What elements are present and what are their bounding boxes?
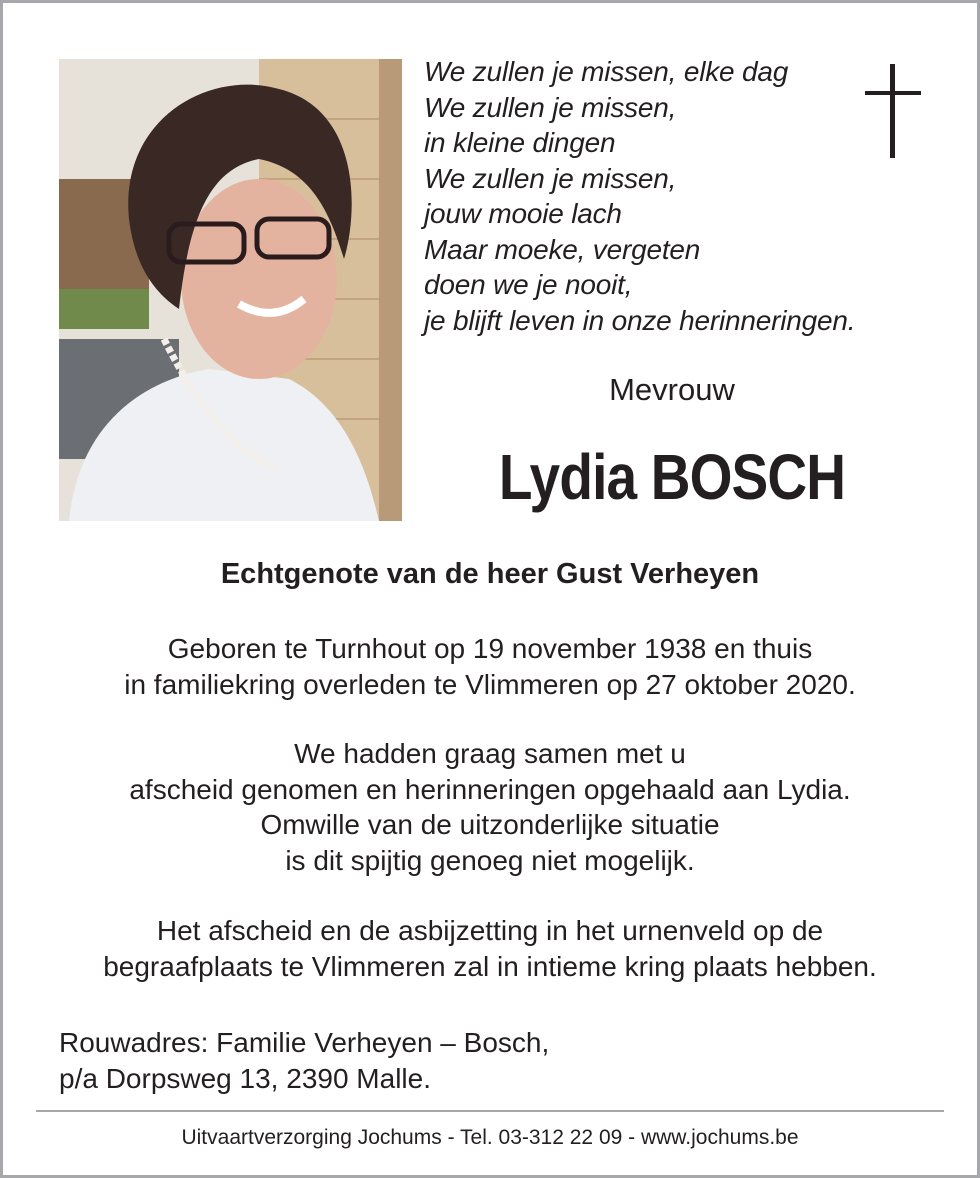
memorial-poem bbox=[424, 54, 855, 338]
text-line: Rouwadres: Familie Verheyen – Bosch, bbox=[59, 1027, 550, 1058]
poem-line: We zullen je missen, elke dag bbox=[424, 56, 789, 87]
text-line: p/a Dorpsweg 13, 2390 Malle. bbox=[59, 1062, 431, 1094]
birth-death-text bbox=[0, 631, 980, 702]
spouse-line: Echtgenote van de heer Gust Verheyen bbox=[220, 558, 760, 590]
poem-line: doen we je nooit, bbox=[424, 269, 633, 300]
portrait-photo bbox=[59, 59, 402, 521]
funeral-home-footer: Uitvaartverzorging Jochums - Tel. 03-312 22 09 - www.jochums.be bbox=[181, 1126, 799, 1149]
deceased-name: Lydia BOSCH bbox=[498, 441, 846, 513]
poem-line: je blijft leven in onze herinneringen. bbox=[424, 304, 856, 336]
text-line: We hadden graag samen met u bbox=[294, 738, 686, 769]
text-line: in familiekring overleden te Vlimmeren op 27 oktober 2020. bbox=[124, 668, 856, 700]
cross-icon bbox=[865, 64, 921, 158]
divider bbox=[36, 1110, 944, 1112]
salutation: Mevrouw bbox=[609, 372, 735, 407]
text-line: Omwille van de uitzonderlijke situatie bbox=[260, 809, 720, 840]
message-text bbox=[0, 736, 980, 878]
poem-line: We zullen je missen, bbox=[424, 162, 677, 194]
poem-line: in kleine dingen bbox=[424, 127, 616, 158]
text-line: Het afscheid en de asbijzetting in het urnenveld op de bbox=[156, 915, 824, 946]
ceremony-text bbox=[0, 913, 980, 984]
text-line: afscheid genomen en herinneringen opgehaald aan Lydia. bbox=[129, 773, 851, 805]
text-line: Geboren te Turnhout op 19 november 1938 en thuis bbox=[167, 633, 813, 664]
poem-line: We zullen je missen, bbox=[424, 91, 677, 123]
text-line: is dit spijtig genoeg niet mogelijk. bbox=[285, 844, 695, 876]
notice-body bbox=[0, 556, 980, 1151]
mourning-address bbox=[59, 1025, 980, 1096]
poem-line: Maar moeke, vergeten bbox=[424, 233, 701, 265]
text-line: begraafplaats te Vlimmeren zal in intieme kring plaats hebben. bbox=[103, 950, 877, 982]
poem-line: jouw mooie lach bbox=[424, 198, 622, 229]
